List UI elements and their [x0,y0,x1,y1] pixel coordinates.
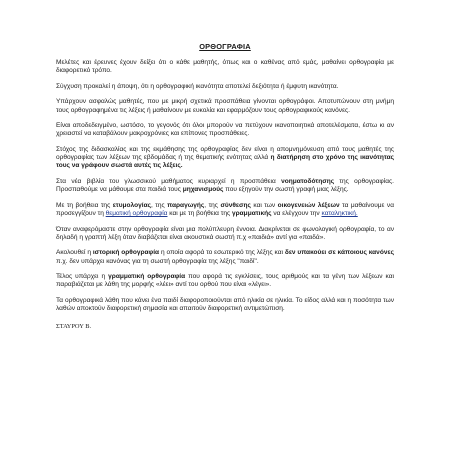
paragraph-11: Τα ορθογραφικά λάθη που κάνει ένα παιδί διαφοροποιούνται από ηλικία σε ηλικία. Το είδος αλλά και η ποσότητα των λαθών αποκτούν διαφορετική σημασία και απαιτούν διαφορετική αντιμετώπιση. [56,296,394,313]
paragraph-4: Είναι αποδεδειγμένο, ωστόσο, το γεγονός ότι όλοι μπορούν να πετύχουν ικανοποιητικά αποτελέσματα, έστω κι αν χρειαστεί να καταβάλουν μακροχρόνιες και επίπονες προσπάθειες. [56,122,394,138]
p7-derivation: παραγωγής [167,201,205,209]
p9-text-c: π.χ. δεν υπάρχει κανόνας για τη σωστή ορθογραφία της λέξης "παιδί". [56,257,259,265]
p7-text-f: και με τη βοήθεια της [167,209,232,217]
document-title: ΟΡΘΟΓΡΑΦΙΑ [199,42,251,51]
paragraph-5 [56,146,394,171]
p10-text-b: που αφορά τις εγκλίσεις, τους αριθμούς και τα γένη των λέξεων και παραβιάζεται με λάθη της μορφής «λέει» αντί του ορθού που είναι «λέγει». [56,273,394,289]
paragraph-2: Σύγχυση προκαλεί η άποψη, ότι η ορθογραφική ικανότητα αποτελεί δεξιότητα ή έμφυτη ικανότητα. [56,82,339,90]
p9-text-b: η οποία αφορά το εσωτερικό της λέξης και [159,249,285,257]
p7-text-d: και των [250,201,278,209]
p7-text-g: να ελέγχουν την [271,209,322,217]
paragraph-8: Όταν αναφερόμαστε στην ορθογραφία είναι μια πολύπλευρη έννοια. Διακρίνεται σε φωνολογική ορθογραφία, το αν δηλαδή η γραπτή λέξη όταν διαβάζεται είναι ακουστικά σωστή π.χ «παιδιά» αντί για «παιδά». [56,225,394,241]
paragraph-10 [56,273,394,289]
p10-text-a: Τέλος υπάρχει η [56,273,109,281]
p7-thematic-orthography-link[interactable]: θεματική ορθογραφία [105,209,168,217]
p9-historical-orthography: ιστορική ορθογραφία [92,249,160,257]
paragraph-5-bold: η διατήρηση στο χρόνο της ικανότητας τους να γράφουν σωστά αυτές τις λέξεις. [56,154,394,170]
paragraph-1: Μελέτες και έρευνες έχουν δείξει ότι ο κάθε μαθητής, όπως και ο καθένας από εμάς, μαθαίνει ορθογραφία με διαφορετικό τρόπο. [56,59,394,75]
p7-text-c: , της [204,201,221,209]
paragraph-6-text-c: που εξηγούν την σωστή γραφή μιας λέξης. [223,186,349,194]
p9-no-rules: δεν υπακούει σε κάποιους κανόνες [284,249,394,257]
paragraph-6-bold-a: νοηματοδότησης [281,177,335,185]
p10-grammatical-orthography: γραμματική ορθογραφία [108,273,186,281]
p7-grammar: γραμματικής [231,209,272,217]
p7-ending-link[interactable]: καταληκτική. [321,209,358,217]
p7-composition: σύνθεσης [220,201,251,209]
p7-word-families: οικογενειών λέξεων [277,201,340,209]
author-signature: ΣΤΑΥΡΟΥ Β. [56,323,92,331]
p9-text-a: Ακολουθεί η [56,249,93,257]
paragraph-6-text-a: Στα νέα βιβλία του γλωσσικού μαθήματος κυριαρχεί η προσπάθεια [56,177,282,185]
paragraph-6 [56,178,394,194]
p7-text-e: τα μαθαίνουμε να προσεγγίζουν τη [56,201,394,217]
p7-text-b: , της [151,201,168,209]
paragraph-6-text-b: της ορθογραφίας. Προσπαθούμε να μάθουμε στα παιδιά τους [56,177,394,194]
paragraph-6-bold-b: μηχανισμούς [182,186,224,194]
p7-etymology: ετυμολογίας [112,201,151,209]
paragraph-5-text: Στόχος της διδασκαλίας και της εκμάθησης της ορθογραφίας δεν είναι η απομνημόνευση από τους μαθητές της ορθογραφίας των λέξεων της εβδομάδας ή της θεματικής ενότητας αλλά [56,145,394,162]
paragraph-3: Υπάρχουν ασφαλώς μαθητές, που με μικρή σχετικά προσπάθεια γίνονται ορθογράφοι. Αποτυπώνουν στη μνήμη τους ορθογραφημένα τις λέξεις ή μαθαίνουν με ευκολία και εφαρμόζουν τους ορθογραφικούς κανόνες. [56,98,394,114]
paragraph-9 [56,249,394,265]
p7-text-a: Με τη βοήθεια της [56,201,113,209]
paragraph-7 [56,202,394,218]
